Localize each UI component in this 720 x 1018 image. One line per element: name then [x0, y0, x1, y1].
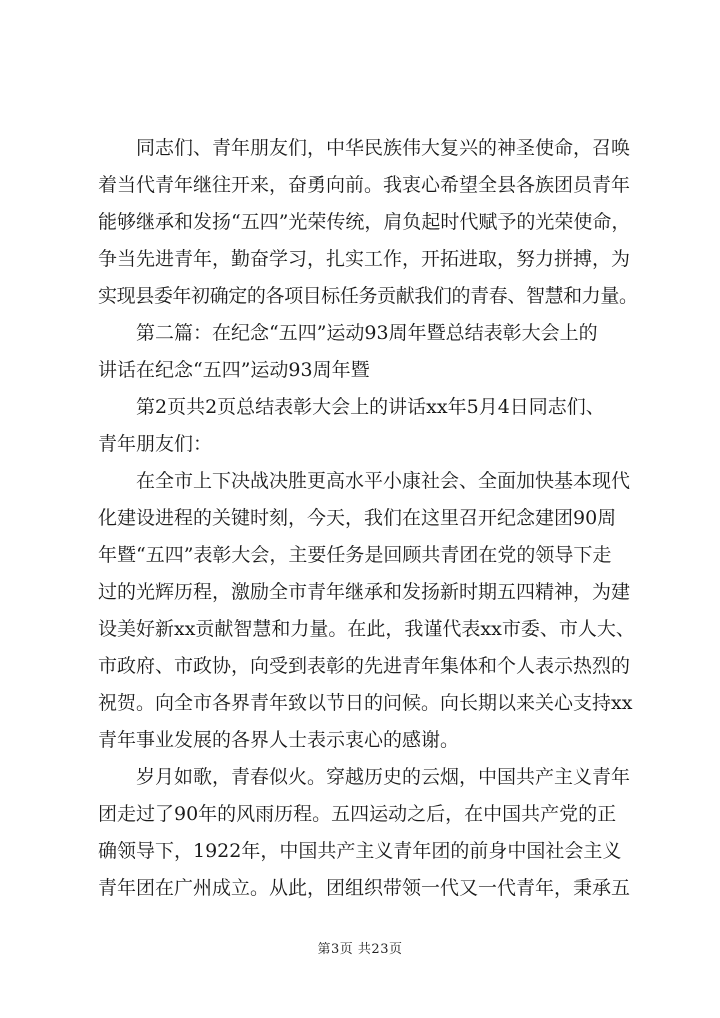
text-line: 青年团在广州成立。从此，团组织带领一代又一代青年，秉承五: [98, 877, 631, 899]
text-line: 实现县委年初确定的各项目标任务贡献我们的青春、智慧和力量。: [98, 285, 638, 307]
section-heading-line: 第二篇：在纪念“五四”运动93周年暨总结表彰大会上的: [136, 322, 598, 344]
text-line: 祝贺。向全市各界青年致以节日的问候。向长期以来关心支持xx: [98, 692, 633, 714]
text-line: 年暨“五四”表彰大会，主要任务是回顾共青团在党的领导下走: [98, 544, 612, 566]
text-line: 能够继承和发扬“五四”光荣传统，肩负起时代赋予的光荣使命，: [98, 211, 631, 233]
document-body: [98, 130, 638, 907]
text-line: 同志们、青年朋友们，中华民族伟大复兴的神圣使命，召唤: [136, 137, 631, 159]
text-line: 确领导下，1922年，中国共产主义青年团的前身中国社会主义: [98, 840, 622, 862]
text-line: 争当先进青年，勤奋学习，扎实工作，开拓进取，努力拼搏，为: [98, 248, 631, 270]
section-heading-line: 讲话在纪念“五四”运动93周年暨: [98, 359, 370, 381]
text-line: 团走过了90年的风雨历程。五四运动之后，在中国共产党的正: [98, 803, 617, 825]
text-line: 在全市上下决战决胜更高水平小康社会、全面加快基本现代: [136, 470, 631, 492]
text-line: 市政府、市政协，向受到表彰的先进青年集体和个人表示热烈的: [98, 655, 631, 677]
text-line: 青年朋友们：: [98, 433, 213, 455]
text-line: 设美好新xx贡献智慧和力量。在此，我谨代表xx市委、市人大、: [98, 618, 635, 640]
page-number-footer: 第3页 共23页: [317, 942, 403, 957]
text-line: 过的光辉历程，激励全市青年继承和发扬新时期五四精神，为建: [98, 581, 631, 603]
text-line: 化建设进程的关键时刻，今天，我们在这里召开纪念建团90周: [98, 507, 617, 529]
text-line: 青年事业发展的各界人士表示衷心的感谢。: [98, 729, 460, 751]
text-line: 岁月如歌，青春似火。穿越历史的云烟，中国共产主义青年: [136, 766, 631, 788]
text-line: 第2页共2页总结表彰大会上的讲话xx年5月4日同志们、: [136, 396, 605, 418]
text-line: 着当代青年继往开来，奋勇向前。我衷心希望全县各族团员青年: [98, 174, 631, 196]
